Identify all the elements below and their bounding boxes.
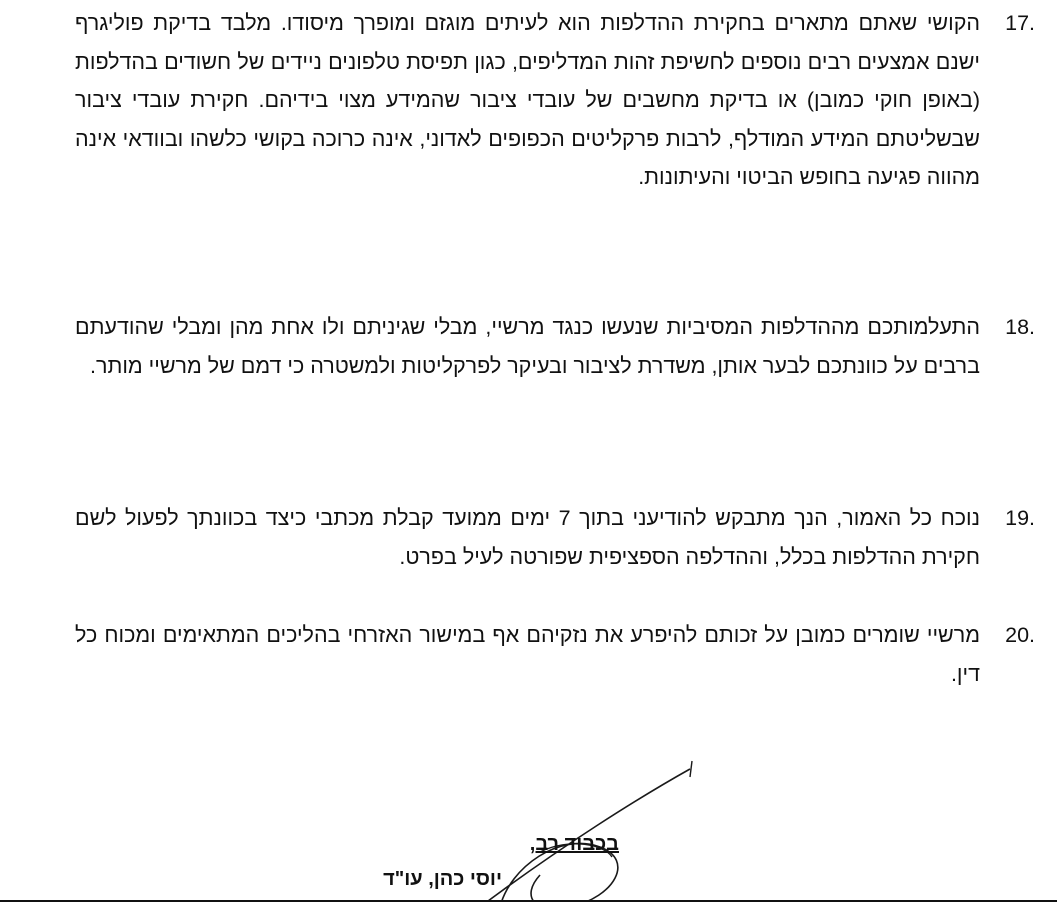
closing-regards: בכבוד רב, [529,833,619,855]
paragraph-text: הקושי שאתם מתארים בחקירת ההדלפות הוא לעיתים מוגזם ומופרך מיסודו. מלבד בדיקת פוליגרף ישנם אמצעים רבים נוספים לחשיפת זהות המדליפים, כגון תפיסת טלפונים ניידים של חשודים בהדלפות (באופן חוקי כמובן) או בדיקת מחשבים של עובדי ציבור שהמידע מצוי בידיהם. חקירת עובדי ציבור שבשליטתם המידע המודלף, לרבות פרקליטים הכפופים לאדוני, אינה כרוכה בקושי כלשהו ובוודאי אינה מהווה פגיעה בחופש הביטוי והעיתונות. [75,11,980,189]
signature-block [0,735,1057,911]
paragraph-number: 19. [1005,506,1035,530]
paragraph-18 [75,308,1035,385]
paragraph-number: 17. [1005,11,1035,35]
paragraph-number: 20. [1005,623,1035,647]
paragraph-text: נוכח כל האמור, הנך מתבקש להודיעני בתוך 7 ימים ממועד קבלת מכתבי כיצד בכוונתך לפעול לשם חקירת ההדלפות בכלל, וההדלפה הספציפית שפורטה לעיל בפרט. [75,506,980,569]
paragraph-20 [75,616,1035,693]
paragraph-17 [75,4,1035,197]
signer-name: יוסי כהן, עו"ד [383,868,502,890]
paragraph-19 [75,499,1035,576]
paragraph-text: התעלמותכם מההדלפות המסיביות שנעשו כנגד מרשיי, מבלי שגיניתם ולו אחת מהן ומבלי שהודעתם ברבים על כוונתכם לבער אותן, משדרת לציבור ובעיקר לפרקליטות ולמשטרה כי דמם של מרשיי מותר. [75,315,980,378]
paragraph-number: 18. [1005,315,1035,339]
page-bottom-edge [0,900,1057,913]
paragraph-text: מרשיי שומרים כמובן על זכותם להיפרע את נזקיהם אף במישור האזרחי בהליכים המתאימים ומכוח כל דין. [75,623,980,686]
